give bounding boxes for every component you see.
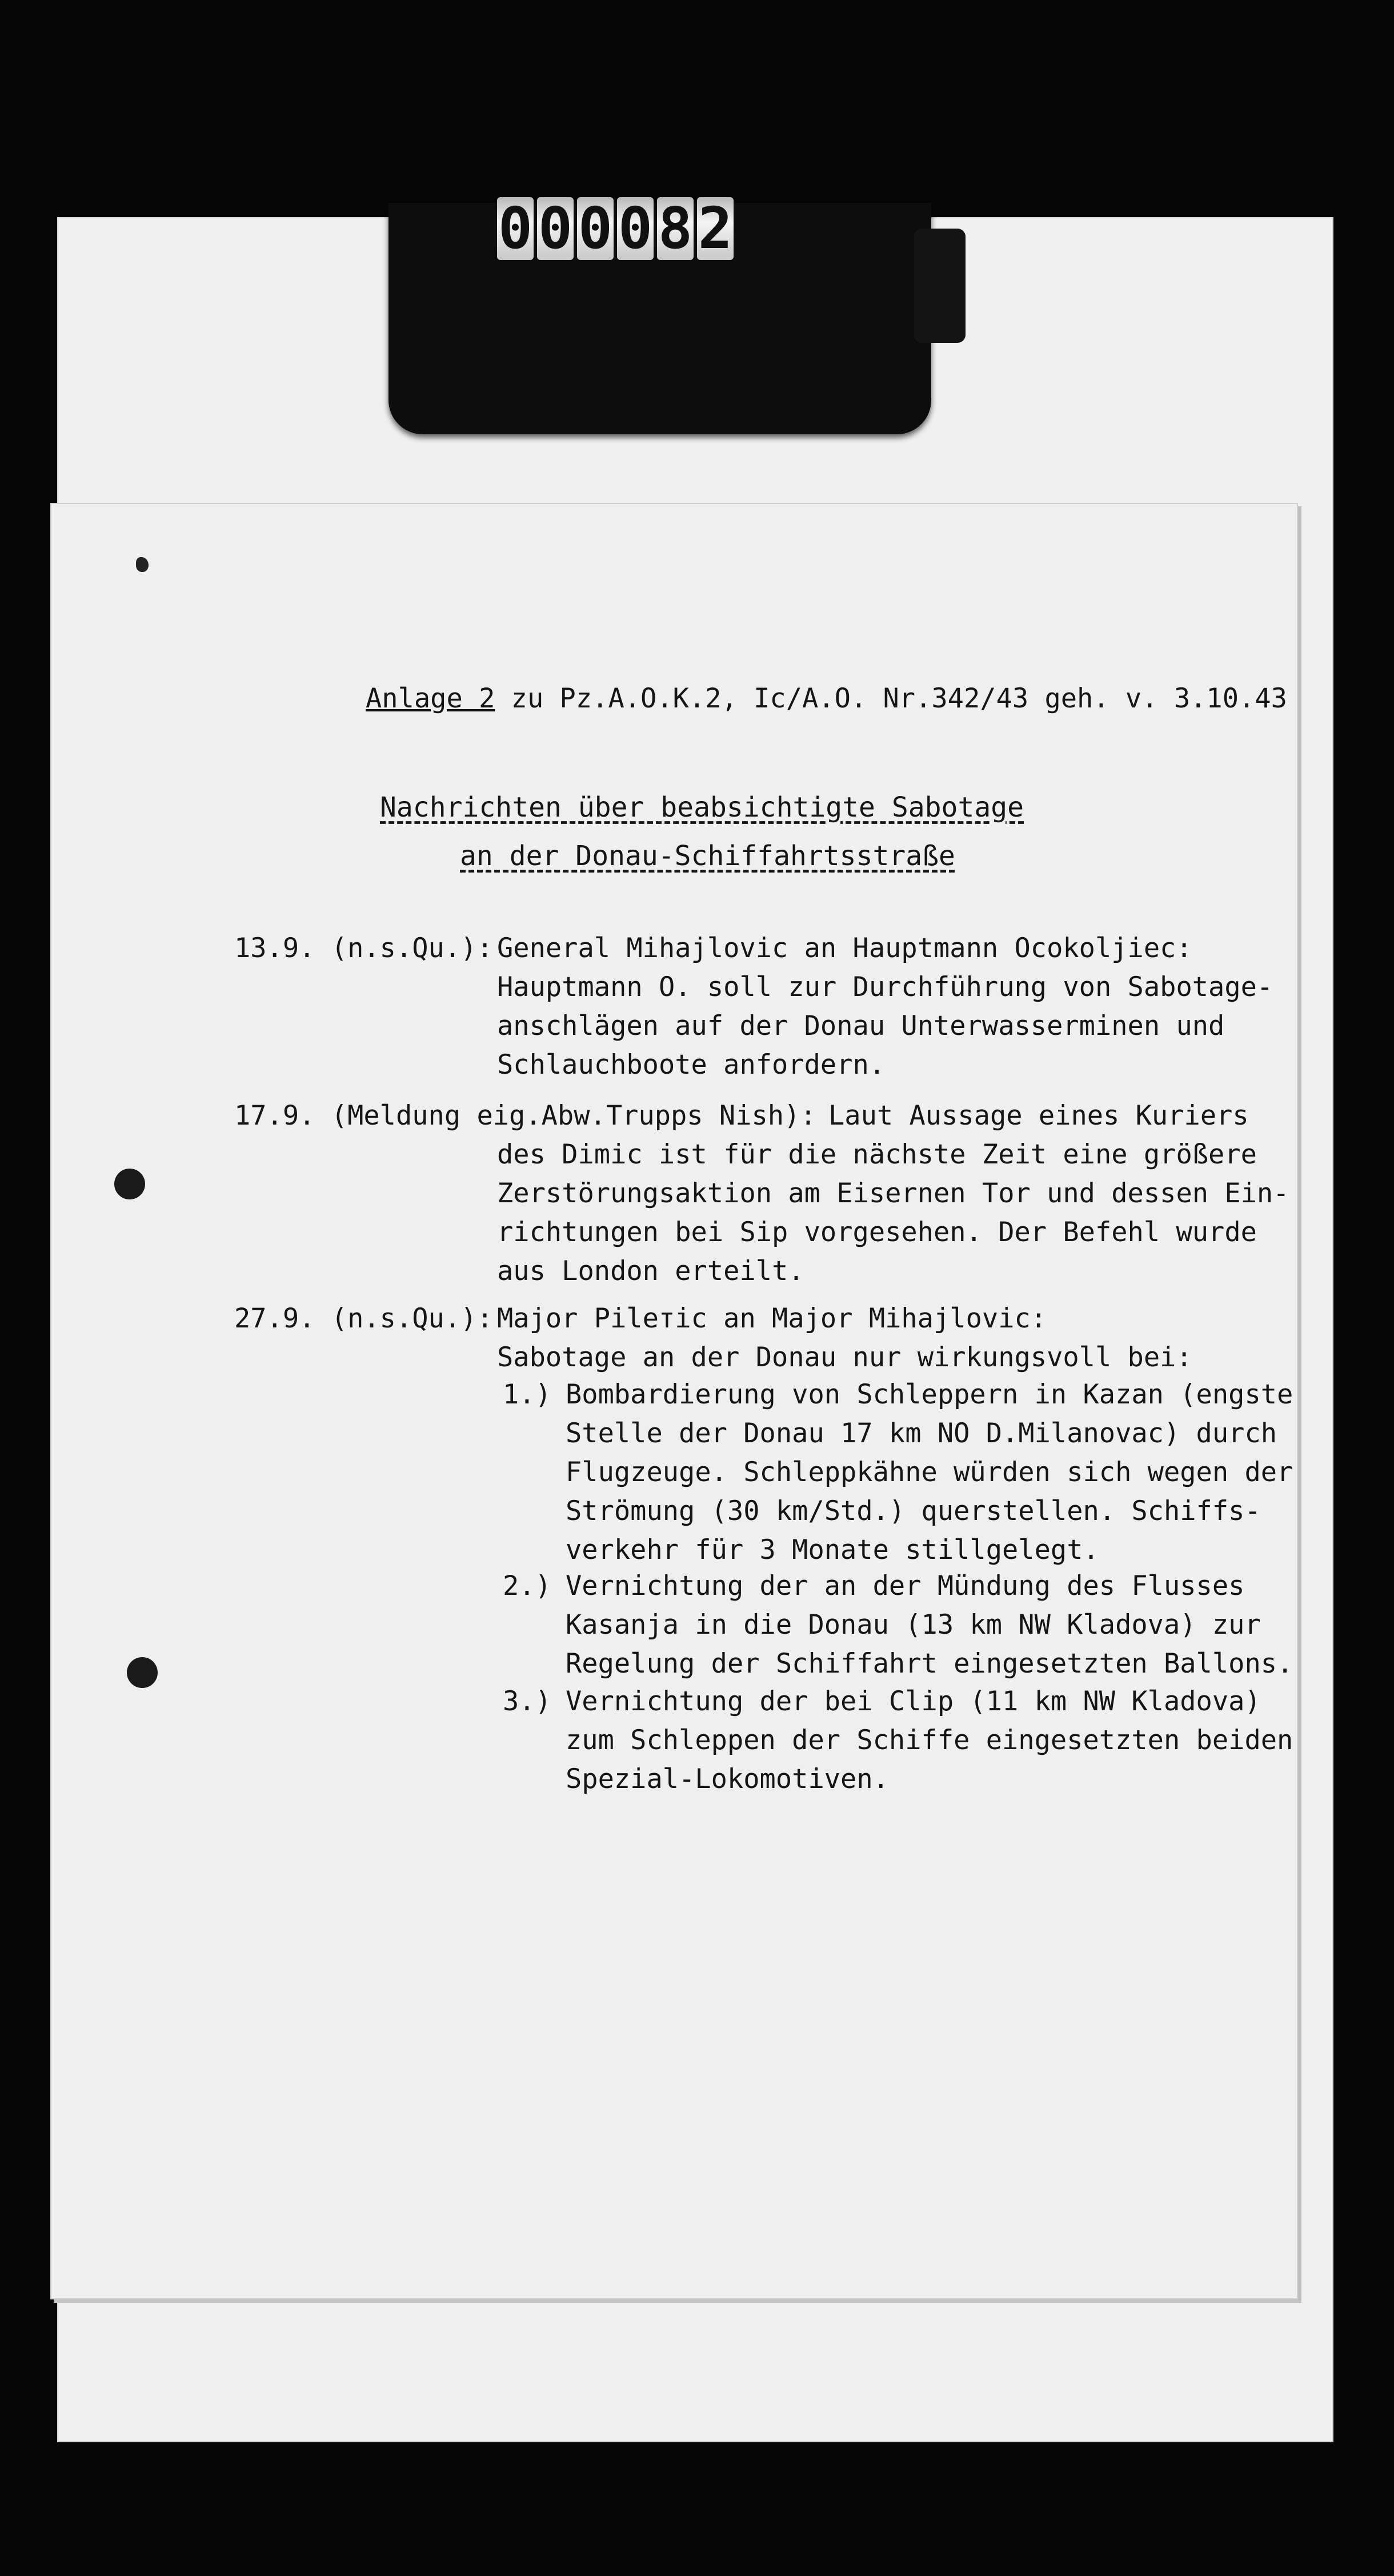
- item-number: 3.): [503, 1686, 551, 1717]
- entry-line: richtungen bei Sip vorgesehen. Der Befehl wurde: [497, 1217, 1257, 1248]
- item-line: Bombardierung von Schleppern in Kazan (engste: [566, 1379, 1293, 1410]
- counter-digit: 0: [538, 195, 573, 262]
- entry-line: aus London erteilt.: [497, 1255, 804, 1287]
- document-subtitle: an der Donau-Schiffahrtsstraße: [460, 840, 955, 872]
- counter-digit: 0: [578, 195, 613, 262]
- item-number: 2.): [503, 1570, 551, 1602]
- entry-line: anschlägen auf der Donau Unterwasserminen und: [497, 1010, 1225, 1042]
- entry-line: Major Pilетic an Major Mihajlovic:: [497, 1303, 1047, 1334]
- item-number: 1.): [503, 1379, 551, 1410]
- item-line: Strömung (30 km/Std.) querstellen. Schiffs-: [566, 1495, 1261, 1527]
- reference-details: zu Pz.A.O.K.2, Ic/A.O. Nr.342/43 geh. v. 3.10.43: [495, 683, 1287, 714]
- counter-digit: 2: [698, 195, 733, 262]
- entry-date: 17.9. (Meldung eig.Abw.Trupps Nish):: [234, 1100, 816, 1131]
- item-line: Regelung der Schiffahrt eingesetzten Ballons.: [566, 1648, 1293, 1679]
- item-line: Spezial-Lokomotiven.: [566, 1763, 889, 1795]
- entry-line: des Dimic ist für die nächste Zeit eine größere: [497, 1139, 1257, 1170]
- entry-line: General Mihajlovic an Hauptmann Ocokoljiec:: [497, 933, 1192, 964]
- counter-digit: 0: [498, 195, 533, 262]
- entry-line: Laut Aussage eines Kuriers: [828, 1100, 1249, 1131]
- item-line: Kasanja in die Donau (13 km NW Kladova) zur: [566, 1609, 1261, 1641]
- counter-digit: 0: [618, 195, 653, 262]
- counter-digit: 8: [658, 195, 693, 262]
- item-line: Flugzeuge. Schleppkähne würden sich wegen der: [566, 1457, 1293, 1488]
- item-line: Vernichtung der an der Mündung des Flusses: [566, 1570, 1245, 1602]
- entry-line: Zerstörungsaktion am Eisernen Tor und dessen Ein-: [497, 1178, 1289, 1209]
- entry-line: Schlauchboote anfordern.: [497, 1049, 886, 1081]
- entry-line: Sabotage an der Donau nur wirkungsvoll bei:: [497, 1342, 1192, 1373]
- item-line: zum Schleppen der Schiffe eingesetzten beiden: [566, 1725, 1293, 1756]
- entry-date: 13.9. (n.s.Qu.):: [234, 933, 493, 964]
- anlage-label: Anlage 2: [366, 683, 495, 714]
- item-line: verkehr für 3 Monate stillgelegt.: [566, 1534, 1099, 1566]
- item-line: Vernichtung der bei Clip (11 km NW Kladova): [566, 1686, 1261, 1717]
- document-title: Nachrichten über beabsichtigte Sabotage: [380, 791, 1024, 823]
- entry-line: Hauptmann O. soll zur Durchführung von Sabotage-: [497, 971, 1273, 1003]
- entry-date: 27.9. (n.s.Qu.):: [234, 1303, 493, 1334]
- item-line: Stelle der Donau 17 km NO D.Milanovac) durch: [566, 1418, 1277, 1449]
- document-reference: [366, 683, 1287, 714]
